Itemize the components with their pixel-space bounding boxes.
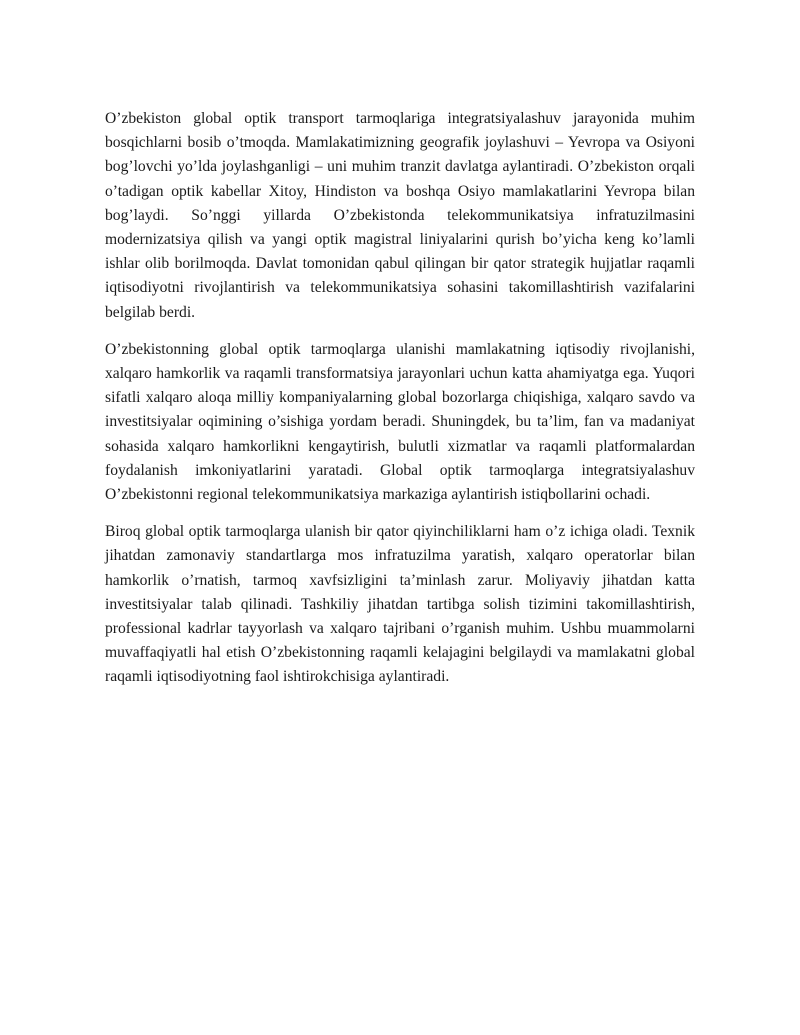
document-page — [105, 107, 695, 703]
paragraph-1: O’zbekiston global optik transport tarmoqlariga integratsiyalashuv jarayonida muhim bosqichlarni bosib o’tmoqda. Mamlakatimizning geografik joylashuvi – Yevropa va Osiyoni bog’lovchi yo’lda joylashganligi – uni muhim tranzit davlatga aylantiradi. O’zbekiston orqali o’tadigan optik kabellar Xitoy, Hindiston va boshqa Osiyo mamlakatlarini Yevropa bilan bog’laydi. So’nggi yillarda O’zbekistonda telekommunikatsiya infratuzilmasini modernizatsiya qilish va yangi optik magistral liniyalarini qurish bo’yicha keng ko’lamli ishlar olib borilmoqda. Davlat tomonidan qabul qilingan bir qator strategik hujjatlar raqamli iqtisodiyotni rivojlantirish va telekommunikatsiya sohasini takomillashtirish vazifalarini belgilab berdi. — [105, 110, 695, 321]
paragraph-2: O’zbekistonning global optik tarmoqlarga ulanishi mamlakatning iqtisodiy rivojlanishi, xalqaro hamkorlik va raqamli transformatsiya jarayonlari uchun katta ahamiyatga ega. Yuqori sifatli xalqaro aloqa milliy kompaniyalarning global bozorlarga chiqishiga, xalqaro savdo va investitsiyalar oqimining o’sishiga yordam beradi. Shuningdek, bu ta’lim, fan va madaniyat sohasida xalqaro hamkorlikni kengaytirish, bulutli xizmatlar va raqamli platformalardan foydalanish imkoniyatlarini yaratadi. Global optik tarmoqlarga integratsiyalashuv O’zbekistonni regional telekommunikatsiya markaziga aylantirish istiqbollarini ochadi. — [105, 340, 695, 504]
paragraph-3: Biroq global optik tarmoqlarga ulanish bir qator qiyinchiliklarni ham o’z ichiga oladi. Texnik jihatdan zamonaviy standartlarga mos infratuzilma yaratish, xalqaro operatorlar bilan hamkorlik o’rnatish, tarmoq xavfsizligini ta’minlash zarur. Moliyaviy jihatdan katta investitsiyalar talab qilinadi. Tashkiliy jihatdan tartibga solish tizimini takomillashtirish, professional kadrlar tayyorlash va xalqaro tajribani o’rganish muhim. Ushbu muammolarni muvaffaqiyatli hal etish O’zbekistonning raqamli kelajagini belgilaydi va mamlakatni global raqamli iqtisodiyotning faol ishtirokchisiga aylantiradi. — [105, 523, 695, 686]
